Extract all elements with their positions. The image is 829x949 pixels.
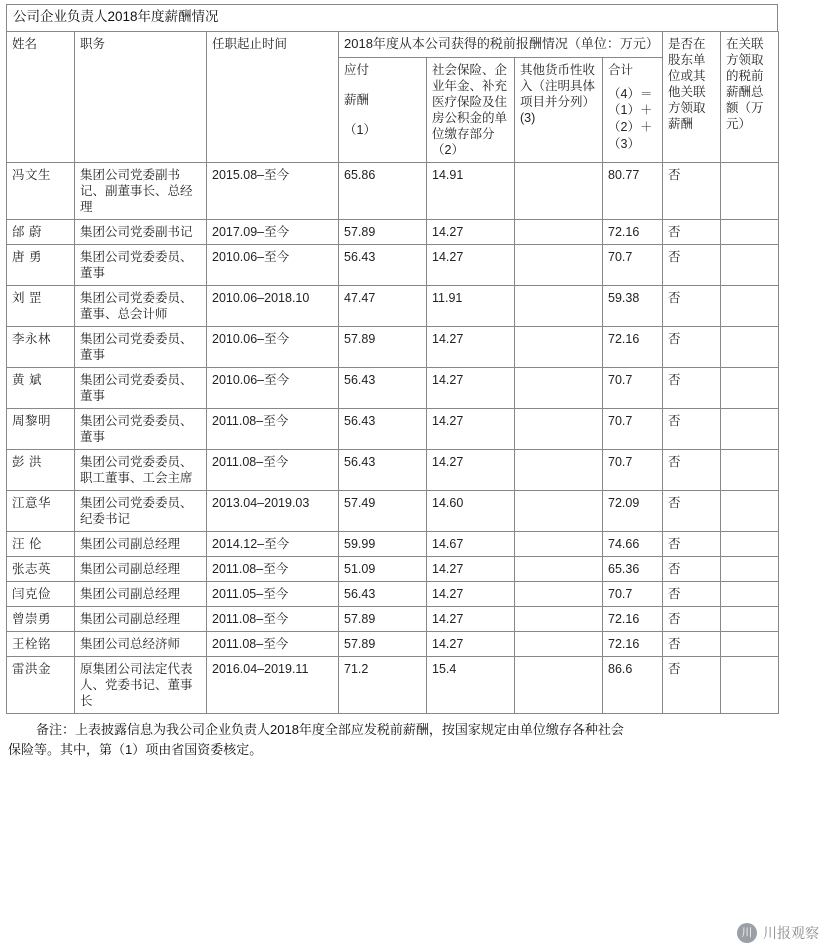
cell-payable: 47.47: [339, 285, 427, 326]
cell-period: 2014.12–至今: [207, 531, 339, 556]
cell-shareholder: 否: [663, 531, 721, 556]
cell-related-party: [721, 490, 779, 531]
cell-period: 2010.06–至今: [207, 326, 339, 367]
cell-related-party: [721, 408, 779, 449]
table-row: [7, 367, 779, 408]
table-row: [7, 244, 779, 285]
table-note: [6, 720, 798, 760]
cell-related-party: [721, 656, 779, 713]
header-period: 任职起止时间: [207, 31, 339, 162]
header-insurance: [427, 57, 515, 162]
header-pretax-group: 2018年度从本公司获得的税前报酬情况（单位：万元）: [339, 31, 663, 57]
cell-other-income: [515, 656, 603, 713]
cell-related-party: [721, 285, 779, 326]
cell-post: 集团公司党委委员、纪委书记: [75, 490, 207, 531]
cell-period: 2011.08–至今: [207, 556, 339, 581]
cell-period: 2011.08–至今: [207, 408, 339, 449]
cell-total: 70.7: [603, 367, 663, 408]
cell-name: 邰 蔚: [7, 219, 75, 244]
cell-shareholder: 否: [663, 581, 721, 606]
cell-period: 2016.04–2019.11: [207, 656, 339, 713]
cell-post: 集团公司党委副书记: [75, 219, 207, 244]
cell-period: 2010.06–至今: [207, 367, 339, 408]
cell-payable: 65.86: [339, 162, 427, 219]
salary-table: [6, 31, 779, 714]
cell-total: 72.16: [603, 631, 663, 656]
header-related-party-total: 在关联方领取的税前薪酬总额（万元）: [721, 31, 779, 162]
cell-shareholder: 否: [663, 490, 721, 531]
cell-insurance: 14.60: [427, 490, 515, 531]
cell-name: 雷洪金: [7, 656, 75, 713]
cell-period: 2013.04–2019.03: [207, 490, 339, 531]
cell-shareholder: 否: [663, 285, 721, 326]
cell-related-party: [721, 367, 779, 408]
cell-insurance: 14.27: [427, 367, 515, 408]
cell-name: 唐 勇: [7, 244, 75, 285]
header-total: [603, 57, 663, 162]
table-row: [7, 656, 779, 713]
cell-name: 刘 罡: [7, 285, 75, 326]
cell-insurance: 14.27: [427, 326, 515, 367]
cell-other-income: [515, 219, 603, 244]
cell-related-party: [721, 244, 779, 285]
header-total-formula: （4）＝（1）＋（2）＋（3）: [608, 86, 653, 152]
table-row: [7, 449, 779, 490]
cell-total: 72.16: [603, 326, 663, 367]
watermark-logo-icon: 川: [737, 923, 757, 943]
cell-insurance: 14.27: [427, 219, 515, 244]
cell-related-party: [721, 556, 779, 581]
cell-period: 2011.08–至今: [207, 606, 339, 631]
cell-total: 74.66: [603, 531, 663, 556]
table-row: [7, 285, 779, 326]
table-row: [7, 219, 779, 244]
cell-shareholder: 否: [663, 631, 721, 656]
cell-shareholder: 否: [663, 606, 721, 631]
table-row: [7, 408, 779, 449]
cell-related-party: [721, 606, 779, 631]
header-other-label: 其他货币性收入（注明具体项目并分列）: [520, 62, 596, 109]
cell-payable: 57.49: [339, 490, 427, 531]
header-payable: [339, 57, 427, 162]
cell-other-income: [515, 408, 603, 449]
header-payable-label: 应付: [344, 62, 370, 77]
cell-insurance: 14.27: [427, 449, 515, 490]
cell-related-party: [721, 581, 779, 606]
cell-insurance: 14.27: [427, 556, 515, 581]
header-payable-salary: 薪酬: [344, 92, 370, 107]
cell-total: 70.7: [603, 408, 663, 449]
cell-insurance: 14.27: [427, 244, 515, 285]
document-title: 公司企业负责人2018年度薪酬情况: [6, 4, 778, 31]
cell-total: 80.77: [603, 162, 663, 219]
watermark-label: 川报观察: [763, 925, 819, 941]
cell-insurance: 14.27: [427, 581, 515, 606]
cell-name: 江意华: [7, 490, 75, 531]
cell-payable: 56.43: [339, 367, 427, 408]
cell-other-income: [515, 531, 603, 556]
table-row: [7, 162, 779, 219]
cell-other-income: [515, 490, 603, 531]
cell-name: 彭 洪: [7, 449, 75, 490]
cell-insurance: 11.91: [427, 285, 515, 326]
header-row-group: [7, 31, 779, 57]
cell-payable: 56.43: [339, 244, 427, 285]
cell-post: 集团公司党委副书记、副董事长、总经理: [75, 162, 207, 219]
header-name: 姓名: [7, 31, 75, 162]
cell-name: 闫克俭: [7, 581, 75, 606]
cell-related-party: [721, 162, 779, 219]
table-row: [7, 531, 779, 556]
cell-period: 2010.06–2018.10: [207, 285, 339, 326]
cell-period: 2010.06–至今: [207, 244, 339, 285]
cell-shareholder: 否: [663, 556, 721, 581]
table-body: [7, 162, 779, 713]
cell-name: 王栓铭: [7, 631, 75, 656]
cell-post: 原集团公司法定代表人、党委书记、董事长: [75, 656, 207, 713]
cell-shareholder: 否: [663, 326, 721, 367]
cell-total: 70.7: [603, 449, 663, 490]
cell-total: 72.09: [603, 490, 663, 531]
table-row: [7, 556, 779, 581]
cell-total: 70.7: [603, 581, 663, 606]
cell-shareholder: 否: [663, 367, 721, 408]
cell-total: 72.16: [603, 219, 663, 244]
cell-payable: 56.43: [339, 449, 427, 490]
cell-period: 2011.05–至今: [207, 581, 339, 606]
cell-related-party: [721, 326, 779, 367]
cell-other-income: [515, 581, 603, 606]
cell-name: 周黎明: [7, 408, 75, 449]
cell-post: 集团公司副总经理: [75, 556, 207, 581]
cell-related-party: [721, 449, 779, 490]
cell-other-income: [515, 449, 603, 490]
cell-payable: 57.89: [339, 219, 427, 244]
header-total-label: 合计: [608, 62, 634, 77]
header-insurance-label: 社会保险、企业年金、补充医疗保险及住房公积金的单位缴存部分: [432, 62, 508, 141]
table-row: [7, 581, 779, 606]
cell-shareholder: 否: [663, 449, 721, 490]
cell-shareholder: 否: [663, 408, 721, 449]
cell-shareholder: 否: [663, 162, 721, 219]
note-line-2: 保险等。其中，第（1）项由省国资委核定。: [8, 741, 263, 757]
cell-name: 李永林: [7, 326, 75, 367]
cell-shareholder: 否: [663, 656, 721, 713]
header-post: 职务: [75, 31, 207, 162]
header-payable-index: （1）: [344, 122, 376, 137]
cell-payable: 56.43: [339, 581, 427, 606]
cell-post: 集团公司总经济师: [75, 631, 207, 656]
cell-payable: 56.43: [339, 408, 427, 449]
header-other-index: (3): [520, 110, 536, 125]
cell-period: 2011.08–至今: [207, 449, 339, 490]
cell-payable: 57.89: [339, 631, 427, 656]
cell-name: 汪 伦: [7, 531, 75, 556]
cell-post: 集团公司党委委员、董事: [75, 367, 207, 408]
cell-other-income: [515, 326, 603, 367]
cell-post: 集团公司党委委员、职工董事、工会主席: [75, 449, 207, 490]
header-shareholder-pay: 是否在股东单位或其他关联方领取薪酬: [663, 31, 721, 162]
cell-period: 2011.08–至今: [207, 631, 339, 656]
cell-shareholder: 否: [663, 219, 721, 244]
cell-total: 72.16: [603, 606, 663, 631]
cell-post: 集团公司副总经理: [75, 581, 207, 606]
cell-insurance: 14.27: [427, 606, 515, 631]
cell-insurance: 15.4: [427, 656, 515, 713]
cell-other-income: [515, 606, 603, 631]
cell-payable: 51.09: [339, 556, 427, 581]
cell-name: 张志英: [7, 556, 75, 581]
cell-payable: 59.99: [339, 531, 427, 556]
cell-name: 黄 斌: [7, 367, 75, 408]
cell-post: 集团公司党委委员、董事: [75, 244, 207, 285]
table-row: [7, 631, 779, 656]
cell-other-income: [515, 367, 603, 408]
cell-period: 2017.09–至今: [207, 219, 339, 244]
cell-payable: 71.2: [339, 656, 427, 713]
cell-post: 集团公司党委委员、董事: [75, 408, 207, 449]
cell-name: 冯文生: [7, 162, 75, 219]
cell-shareholder: 否: [663, 244, 721, 285]
cell-insurance: 14.67: [427, 531, 515, 556]
cell-other-income: [515, 285, 603, 326]
cell-related-party: [721, 219, 779, 244]
cell-insurance: 14.27: [427, 408, 515, 449]
header-other-income: [515, 57, 603, 162]
cell-insurance: 14.91: [427, 162, 515, 219]
cell-payable: 57.89: [339, 326, 427, 367]
cell-related-party: [721, 531, 779, 556]
watermark: [737, 923, 819, 943]
cell-insurance: 14.27: [427, 631, 515, 656]
cell-name: 曾崇勇: [7, 606, 75, 631]
cell-total: 59.38: [603, 285, 663, 326]
header-insurance-index: （2）: [432, 142, 464, 157]
cell-post: 集团公司副总经理: [75, 606, 207, 631]
cell-related-party: [721, 631, 779, 656]
cell-post: 集团公司副总经理: [75, 531, 207, 556]
cell-total: 86.6: [603, 656, 663, 713]
table-row: [7, 606, 779, 631]
cell-other-income: [515, 631, 603, 656]
table-row: [7, 490, 779, 531]
cell-post: 集团公司党委委员、董事: [75, 326, 207, 367]
cell-total: 70.7: [603, 244, 663, 285]
cell-other-income: [515, 244, 603, 285]
cell-payable: 57.89: [339, 606, 427, 631]
table-header: [7, 31, 779, 162]
cell-other-income: [515, 556, 603, 581]
cell-period: 2015.08–至今: [207, 162, 339, 219]
table-row: [7, 326, 779, 367]
cell-post: 集团公司党委委员、董事、总会计师: [75, 285, 207, 326]
note-line-1: 备注：上表披露信息为我公司企业负责人2018年度全部应发税前薪酬，按国家规定由单位缴存各种社会: [36, 721, 624, 737]
cell-other-income: [515, 162, 603, 219]
cell-total: 65.36: [603, 556, 663, 581]
